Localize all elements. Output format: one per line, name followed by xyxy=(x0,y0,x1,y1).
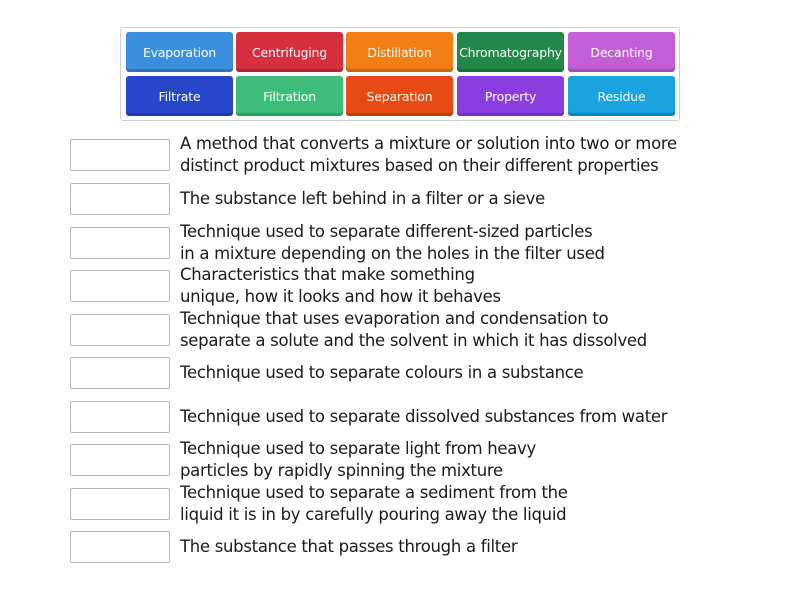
answer-drop-box[interactable] xyxy=(70,531,170,563)
tile-property[interactable]: Property xyxy=(457,76,564,116)
definition-text: The substance that passes through a filter xyxy=(180,537,518,556)
definition-row xyxy=(70,399,760,435)
definition-row xyxy=(70,181,760,217)
definition-text: Technique used to separate dissolved substances from water xyxy=(180,407,668,426)
definition-row xyxy=(70,265,760,306)
definition-text: Technique used to separate different-sized particles in a mixture depending on the holes in the filter used xyxy=(180,222,605,263)
answer-drop-box[interactable] xyxy=(70,488,170,520)
tile-decanting[interactable]: Decanting xyxy=(568,32,675,72)
answer-drop-box[interactable] xyxy=(70,227,170,259)
definition-row xyxy=(70,483,760,524)
definition-text: Technique used to separate a sediment from the liquid it is in by carefully pouring away the liquid xyxy=(180,483,568,524)
answer-drop-box[interactable] xyxy=(70,183,170,215)
definition-row xyxy=(70,355,760,391)
answer-drop-box[interactable] xyxy=(70,270,170,302)
tile-distillation[interactable]: Distillation xyxy=(346,32,453,72)
tile-evaporation[interactable]: Evaporation xyxy=(126,32,233,72)
definition-row xyxy=(70,439,760,480)
definition-text: Characteristics that make something unique, how it looks and how it behaves xyxy=(180,265,501,306)
tile-separation[interactable]: Separation xyxy=(346,76,453,116)
tile-chromatography[interactable]: Chromatography xyxy=(457,32,564,72)
answer-drop-box[interactable] xyxy=(70,139,170,171)
definition-text: Technique used to separate light from heavy particles by rapidly spinning the mixture xyxy=(180,439,536,480)
answer-drop-box[interactable] xyxy=(70,401,170,433)
tile-centrifuging[interactable]: Centrifuging xyxy=(236,32,343,72)
definition-row xyxy=(70,529,760,565)
word-bank xyxy=(120,27,680,121)
definition-row xyxy=(70,309,760,350)
answer-drop-box[interactable] xyxy=(70,314,170,346)
definition-text: Technique used to separate colours in a substance xyxy=(180,363,584,382)
tile-filtration[interactable]: Filtration xyxy=(236,76,343,116)
answer-drop-box[interactable] xyxy=(70,444,170,476)
tile-filtrate[interactable]: Filtrate xyxy=(126,76,233,116)
tile-residue[interactable]: Residue xyxy=(568,76,675,116)
answer-drop-box[interactable] xyxy=(70,357,170,389)
definition-row xyxy=(70,134,760,175)
definition-text: Technique that uses evaporation and condensation to separate a solute and the solvent in which it has dissolved xyxy=(180,309,647,350)
definition-row xyxy=(70,222,760,263)
definition-text: The substance left behind in a filter or a sieve xyxy=(180,189,545,208)
definition-text: A method that converts a mixture or solution into two or more distinct product mixtures based on their different properties xyxy=(180,134,677,175)
